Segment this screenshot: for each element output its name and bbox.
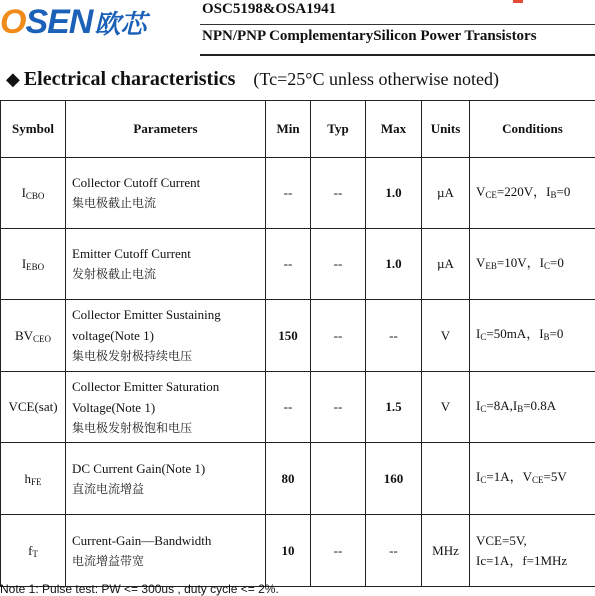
- conditions-cell: $I_C=50mA$，$I_B=0$: [470, 300, 595, 372]
- table-row: [1, 443, 595, 515]
- typ-cell: --: [311, 158, 366, 229]
- typ-cell: --: [311, 229, 366, 300]
- header-min: Min: [266, 101, 311, 158]
- unit-cell: µA: [422, 229, 470, 300]
- parameter-cell: Current-Gain—Bandwidth 电流增益带宽: [66, 515, 266, 587]
- conditions-cell: $V_{CE}=220V$，$I_B=0$: [470, 158, 595, 229]
- electrical-characteristics-table: [0, 100, 595, 587]
- section-heading: [6, 68, 499, 91]
- min-cell: 10: [266, 515, 311, 587]
- product-description: NPN/PNP ComplementarySilicon Power Transistors: [202, 28, 537, 45]
- max-cell: 1.5: [366, 372, 422, 443]
- symbol-cell: $h_{FE}$: [1, 443, 66, 515]
- section-note: (Tc=25°C unless otherwise noted): [253, 69, 499, 89]
- logo-chinese: 欧芯: [94, 4, 146, 41]
- header-conditions: Conditions: [470, 101, 595, 158]
- parameter-cell: Collector Cutoff Current 集电极截止电流: [66, 158, 266, 229]
- max-cell: 1.0: [366, 229, 422, 300]
- typ-cell: --: [311, 372, 366, 443]
- symbol-cell: $I_{CBO}$: [1, 158, 66, 229]
- table-row: [1, 158, 595, 229]
- min-cell: --: [266, 229, 311, 300]
- logo-letters-sen: SEN: [25, 3, 92, 41]
- unit-cell: [422, 443, 470, 515]
- conditions-cell: $I_C=1A$，$V_{CE}=5V$: [470, 443, 595, 515]
- model-number: OSC5198&OSA1941: [202, 1, 336, 18]
- diamond-bullet-icon: ◆: [6, 69, 20, 89]
- table-row: [1, 515, 595, 587]
- table-row: [1, 372, 595, 443]
- typ-cell: --: [311, 515, 366, 587]
- section-title: Electrical characteristics: [24, 68, 236, 90]
- unit-cell: µA: [422, 158, 470, 229]
- parameter-cell: Emitter Cutoff Current 发射极截止电流: [66, 229, 266, 300]
- conditions-cell: VCE=5V, Ic=1A，f=1MHz: [470, 515, 595, 587]
- symbol-cell: $I_{EBO}$: [1, 229, 66, 300]
- typ-cell: [311, 443, 366, 515]
- header-symbol: Symbol: [1, 101, 66, 158]
- max-cell: --: [366, 515, 422, 587]
- max-cell: 160: [366, 443, 422, 515]
- footnote: Note 1: Pulse test: PW <= 300us , duty cycle <= 2%.: [0, 582, 279, 596]
- header-max: Max: [366, 101, 422, 158]
- accent-mark: [513, 0, 523, 3]
- min-cell: --: [266, 158, 311, 229]
- max-cell: 1.0: [366, 158, 422, 229]
- osen-logo: [0, 0, 146, 44]
- header-rule-top: [200, 24, 595, 25]
- parameter-cell: DC Current Gain(Note 1) 直流电流增益: [66, 443, 266, 515]
- symbol-cell: $f_T$: [1, 515, 66, 587]
- table-row: [1, 229, 595, 300]
- datasheet-header: [0, 0, 595, 58]
- header-parameters: Parameters: [66, 101, 266, 158]
- header-rule-bottom: [200, 54, 595, 56]
- parameter-cell: Collector Emitter Saturation Voltage(Note 1) 集电极发射极饱和电压: [66, 372, 266, 443]
- unit-cell: V: [422, 372, 470, 443]
- table-header-row: [1, 101, 595, 158]
- header-units: Units: [422, 101, 470, 158]
- logo-letter-o: O: [0, 3, 25, 41]
- conditions-cell: $I_C=8A,I_B=0.8A$: [470, 372, 595, 443]
- header-typ: Typ: [311, 101, 366, 158]
- min-cell: 80: [266, 443, 311, 515]
- min-cell: 150: [266, 300, 311, 372]
- max-cell: --: [366, 300, 422, 372]
- typ-cell: --: [311, 300, 366, 372]
- parameter-cell: Collector Emitter Sustaining voltage(Note 1) 集电极发射极持续电压: [66, 300, 266, 372]
- symbol-cell: $BV_{CEO}$: [1, 300, 66, 372]
- conditions-cell: $V_{EB}=10V$，$I_C=0$: [470, 229, 595, 300]
- min-cell: --: [266, 372, 311, 443]
- symbol-cell: VCE(sat): [1, 372, 66, 443]
- table-row: [1, 300, 595, 372]
- unit-cell: MHz: [422, 515, 470, 587]
- unit-cell: V: [422, 300, 470, 372]
